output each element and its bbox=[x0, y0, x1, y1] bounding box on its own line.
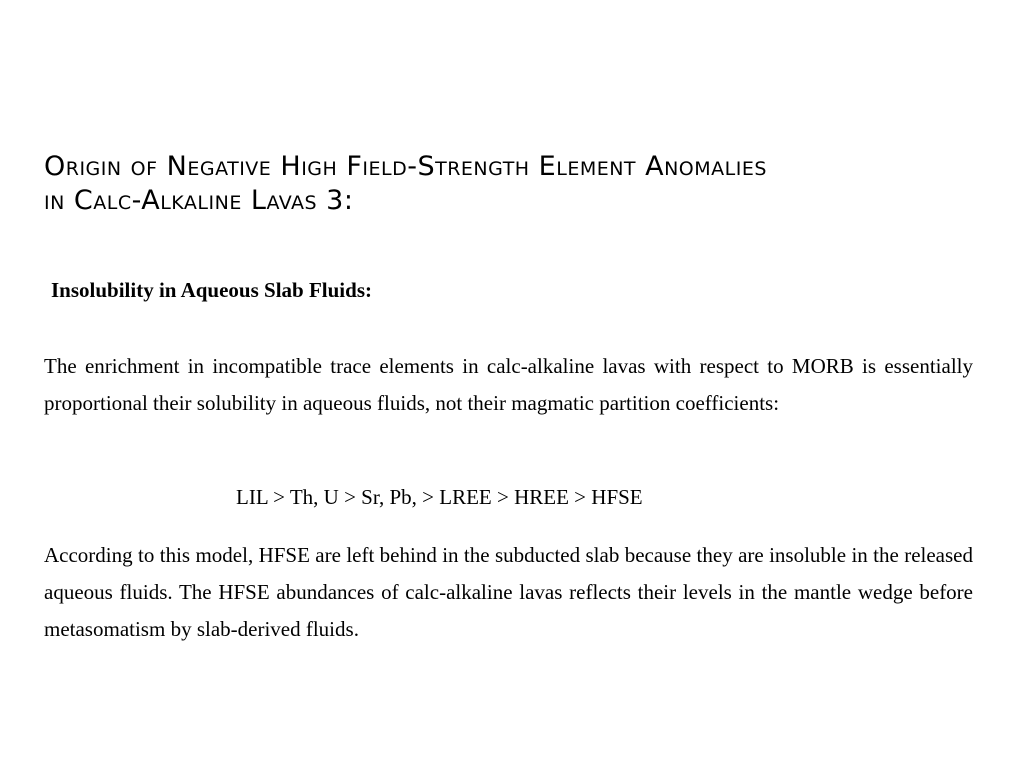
solubility-order-formula: LIL > Th, U > Sr, Pb, > LREE > HREE > HFSE bbox=[236, 485, 643, 509]
slide-title bbox=[44, 150, 974, 218]
paragraph-model: According to this model, HFSE are left behind in the subducted slab because they are insoluble in the released aqueous fluids. The HFSE abundances of calc-alkaline lavas reflects their levels in the mantle wedge before metasomatism by slab-derived fluids. bbox=[44, 543, 973, 641]
section-heading: Insolubility in Aqueous Slab Fluids: bbox=[51, 278, 372, 302]
slide-title-line-2: in Calc-Alkaline Lavas 3: bbox=[44, 185, 354, 216]
slide-title-line-1: Origin of Negative High Field-Strength Element Anomalies bbox=[44, 151, 767, 182]
paragraph-enrichment: The enrichment in incompatible trace elements in calc-alkaline lavas with respect to MORB is essentially proportional their solubility in aqueous fluids, not their magmatic partition coefficients: bbox=[44, 354, 973, 415]
